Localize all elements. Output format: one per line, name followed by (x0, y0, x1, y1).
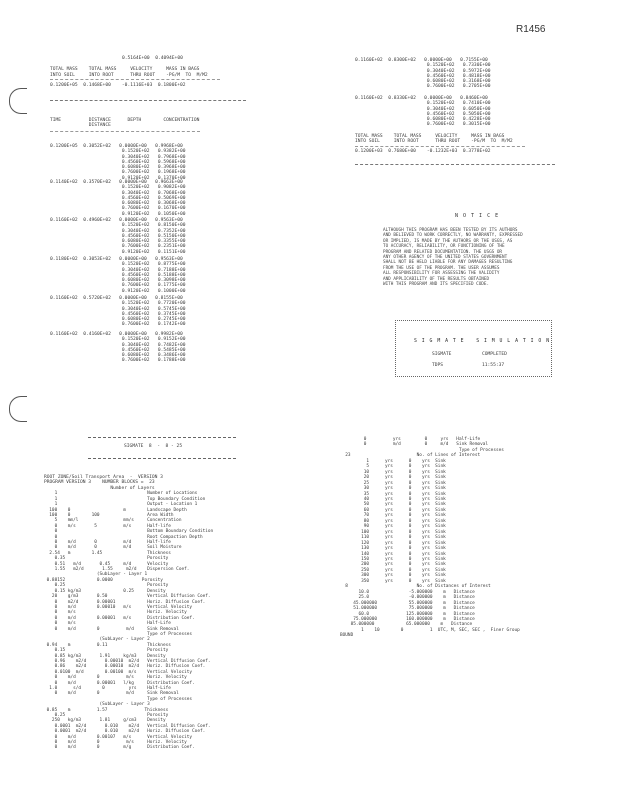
simulation-title: S I G M A T E S I M U L A T I O N (414, 339, 551, 344)
simulation-code: TDPS (432, 363, 444, 368)
page-id: R1456 (516, 24, 546, 35)
upper-left-table (50, 118, 200, 364)
notice-title: N O T I C E (455, 213, 500, 219)
data-group: 0.1180E+02 0.3053E+02 0.0000E+00 0.9563E+00 0.1520E+02 0.8775E+00 0.3040E+02 0.7188E+00 0.4560E+02 0.5188E+00 0.6080E+02 0.3098E+00 0.7600E+02 0.1775E+00 0.9120E+02 0.1000E+00 (50, 257, 186, 294)
summary-header-rule (50, 79, 220, 80)
data-group: 0.1160E+02 0.4960E+02 0.0000E+00 0.9563E+00 0.1520E+02 0.8150E+00 0.3040E+02 0.7352E+00 0.4560E+02 0.5150E+00 0.6080E+02 0.3355E+00 0.7600E+02 0.2351E+00 0.9120E+02 0.1151E+00 (50, 218, 186, 255)
data-group: 0.1200E+05 0.3052E+02 0.0000E+00 0.9968E+00 0.1520E+02 0.9382E+00 0.3040E+02 0.7968E+00 0.4560E+02 0.5968E+00 0.6080E+02 0.3968E+00 0.7600E+02 0.1968E+00 0.9120E+02 0.1370E+00 (50, 144, 186, 181)
data-group: 0.1160E+02 0.8330E+02 0.0000E+00 0.8460E+00 0.1520E+02 0.7410E+00 0.3040E+02 0.6050E+00 0.4560E+02 0.5050E+00 0.6080E+02 0.4228E+00 0.7600E+02 0.3015E+00 (355, 96, 491, 128)
parameter-list: 1 Number of Locations 1 Top Boundary Condition 1 Output - Location 1 100 0 m Landscape Depth 100 0 100 Area Width 5 mm/l mm/s Concentration 0 m/s 5 m/s Half-life 0 Bottom Boundary Condition 0 Root Compaction Depth 0 m/d 0 m/d Half-life 0 m/d 0 m/d Soil Moisture 2.54 m 1.45 Thickness 0.35 Porosity 0.51 m/d 0.45 m/d Velocity 1.55 m2/d 1.55 m2/d Dispersion Coef. (SubLayer - Layer 1 0.88152 0.0000 Porosity 0.25 Porosity 0.15 kg/m3 0.25 Density 20 g/m3 0.50 Vertical Diffusion Coef. 0 m2/d 0.00001 Horiz. Diffusion Coef. 0 m/d 0.00010 m/s Vertical Velocity 0 m/s Horiz. Velocity 0 m/d 0.00001 m/s Distribution Coef. 0 m/s Half-Life 0 m/d 0 m/d Sink Removal Type of Processes (SubLayer - Layer 2 0.94 m 0.11 Thickness 0.15 Porosity 0.85 kg/m3 1.91 kg/m3 Density 0.96 m2/d 0.00010 m2/d Vertical Diffusion Coef. 0.86 m2/d 0.00010 m2/d Horiz. Diffusion Coef. 0.0100 m/d 0.00100 m/s Vertical Velocity 0 m/d 0 m/s Horiz. Velocity 0 m/d 0.00001 l/kg Distribution Coef. 1.0 s/d 0 yrs Half-Life 0 m/d 0 m/d Sink Removal Type of Processes (SubLayer - Layer 3 0.85 m 1.57 Thickness 0.25 Porosity 250 kg/m3 1.81 g/cm3 Density 0.0001 m2/d 0.010 m2/d Vertical Diffusion Coef. 0.0001 m2/d 0.010 m2/d Horiz. Diffusion Coef. 0 m/d 0.00107 m/s Vertical Velocity 0 m/d 0 m/s Horiz. Velocity 0 m/d 0 m/g Distribution Coef. (46, 491, 214, 751)
summary-header-rule (355, 146, 525, 147)
upper-left-panel (50, 56, 208, 88)
data-group: 0.1160E+02 0.4160E+02 0.0000E+00 0.9982E+00 0.1520E+02 0.9152E+00 0.3040E+02 0.7482E+00 0.4560E+02 0.5485E+00 0.6080E+02 0.3486E+00 0.7600E+02 0.1788E+00 (50, 332, 186, 364)
data-group: 0.1160E+02 0.5720E+02 0.0000E+00 0.8155E+00 0.1520E+02 0.7720E+00 0.3040E+02 0.5745E+00 0.4560E+02 0.3745E+00 0.6080E+02 0.2745E+00 0.7600E+02 0.1742E+00 (50, 296, 186, 328)
simulation-status: COMPLETED (482, 352, 507, 357)
table-header-rule (50, 131, 200, 132)
simulation-box (395, 320, 552, 377)
summary-values: 0.1200E+05 0.1468E+00 -0.1116E+03 0.1800E+02 (50, 82, 186, 88)
simulation-left-label: SIGMATE (432, 352, 452, 357)
notice-text: ALTHOUGH THIS PROGRAM HAS BEEN TESTED BY ITS AUTHORS AND BELIEVED TO WORK CORRECTLY, NO WARRANTY, EXPRESSED OR IMPLIED, IS MADE BY THE AUTHORS OR THE USGS, AS TO ACCURACY, RELIABILITY, OR FUNCTIONING OF THE PROGRAM AND RELATED DOCUMENTATION. THE USGS OR ANY OTHER AGENCY OF THE UNITED STATES GOVERNMENT SHALL NOT BE HELD LIABLE FOR ANY DAMAGES RESULTING FROM THE USE OF THE PROGRAM. THE USER ASSUMES ALL RESPONSIBILITY FOR ASSESSING THE VALIDITY AND APPLICABILITY OF THE RESULTS OBTAINED WITH THIS PROGRAM AND ITS SPECIFIED CODE. (383, 228, 523, 288)
simulation-time: 11:55:37 (482, 363, 505, 368)
lines-of-interest-list: 0 yrs 0 yrs Half-Life 0 m/d 0 m/d Sink Removal Type of Processes 23 No. of Lines of Interest 1 yrs 0 yrs Sink 5 yrs 0 yrs Sink 10 yrs 0 yrs Sink 20 yrs 0 yrs Sink 25 yrs 0 yrs Sink 30 yrs 0 yrs Sink 35 yrs 0 yrs Sink 40 yrs 0 yrs Sink 50 yrs 0 yrs Sink 60 yrs 0 yrs Sink 70 yrs 0 yrs Sink 80 yrs 0 yrs Sink 90 yrs 0 yrs Sink 100 yrs 0 yrs Sink 110 yrs 0 yrs Sink 120 yrs 0 yrs Sink 130 yrs 0 yrs Sink 140 yrs 0 yrs Sink 150 yrs 0 yrs Sink 200 yrs 0 yrs Sink 250 yrs 0 yrs Sink 300 yrs 0 yrs Sink 350 yrs 0 yrs Sink 8 No. of Distances of Interest 10.0 -5.000000 m Distance 25.0 -0.000000 m Distance 45.000000 55.000000 m Distance 51.000000 75.000000 m Distance 60.0 125.000000 m Distance 75.000000 160.000000 m Distance 85.000000 65.000000 m Distance 1 10 0 1 UTC, M, SEC, SEC , Finer Group BOUND (340, 437, 520, 639)
summary-header: TOTAL MASS TOTAL MASS VELOCITY MASS IN BAGS INTO SOIL INTO ROOT THRU ROOT -PG/M TO M/M2 (355, 134, 513, 145)
section-rule (355, 164, 555, 165)
summary-header: TOTAL MASS TOTAL MASS VELOCITY MASS IN BAGS INTO SOIL INTO ROOT THRU ROOT -PG/M TO M/M2 (50, 67, 208, 78)
binder-hole-top (9, 88, 27, 114)
table-header: TIME DISTANCE DEPTH CONCENTRATION DISTANCE (50, 118, 200, 129)
section-rule (50, 100, 246, 101)
data-group: 0.1160E+02 0.8300E+02 0.0000E+00 0.7155E+00 0.1520E+02 0.7330E+00 0.3040E+02 0.5972E+00 0.4560E+02 0.4818E+00 0.6080E+02 0.3168E+00 0.7600E+02 0.2705E+00 (355, 58, 491, 90)
intro-text: ROOT ZONE/Soil Transport Area - VERSION 3 PROGRAM VERSION 3 NUMBER BLOCKS = 23 Number of Layers (44, 475, 163, 491)
lower-right-panel (340, 437, 520, 639)
banner-box (88, 437, 236, 459)
binder-hole-bottom (9, 396, 27, 422)
lead-line: 0.5164E+00 0.4094E+00 (122, 56, 183, 61)
banner-title: SIGMATE 8 - 8 - 25 (124, 444, 183, 449)
data-group: 0.1140E+02 0.3570E+02 0.0000E+00 0.9663E+00 0.1520E+02 0.9082E+00 0.3040E+02 0.7068E+00 0.4560E+02 0.5069E+00 0.6080E+02 0.3068E+00 0.7600E+02 0.1670E+00 0.9120E+02 0.1050E+00 (50, 180, 186, 217)
summary-values: 0.1200E+03 0.7680E+00 -0.1232E+03 0.3778E+02 (355, 149, 491, 154)
lower-left-panel (44, 475, 213, 751)
